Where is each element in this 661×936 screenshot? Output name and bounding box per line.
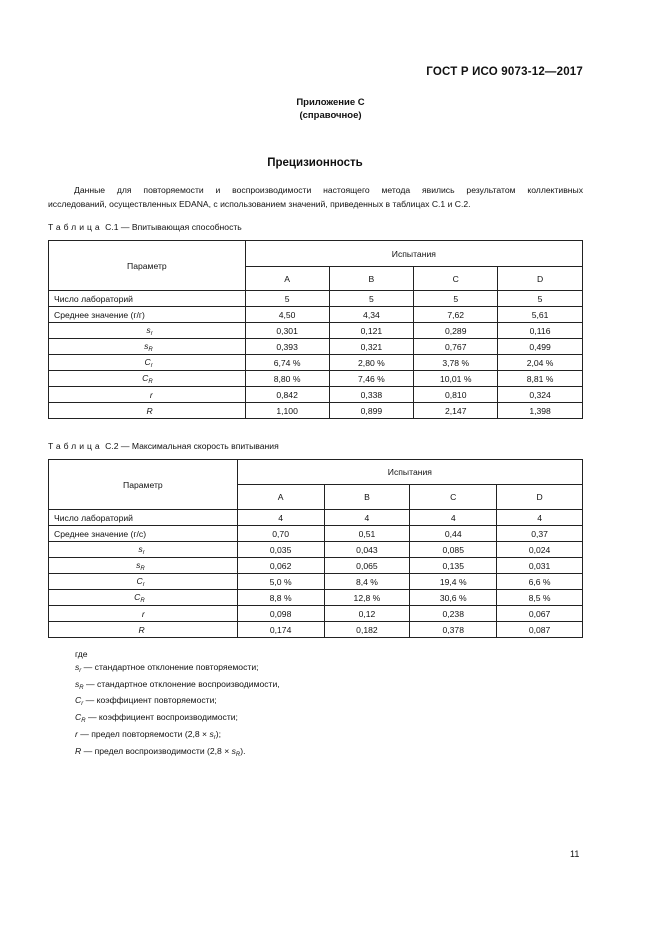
table-row — [49, 558, 583, 574]
table2-caption — [48, 441, 279, 451]
table-row — [49, 542, 583, 558]
table-cell: 8,81 % — [498, 371, 583, 387]
row-symbol — [49, 542, 238, 558]
table-cell: 4,34 — [329, 307, 414, 323]
row-symbol — [49, 574, 238, 590]
row-symbol — [49, 403, 246, 419]
symbol-letter: s — [136, 559, 141, 570]
section-title: Прецизионность — [267, 157, 363, 169]
table-cell: 0,51 — [324, 526, 410, 542]
table-cell: 0,338 — [329, 387, 414, 403]
column-header-c: C — [414, 267, 498, 291]
table-cell: 5,61 — [498, 307, 583, 323]
table-cell: 0,238 — [410, 606, 497, 622]
table-cell: 0,289 — [414, 323, 498, 339]
table-cell: 0,024 — [497, 542, 583, 558]
table-row — [49, 526, 583, 542]
legend-text: — стандартное отклонение воспроизводимости, — [83, 678, 280, 689]
table-row — [49, 307, 583, 323]
table-cell: 8,80 % — [245, 371, 329, 387]
legend-item — [75, 728, 280, 745]
table-row — [49, 510, 583, 526]
row-symbol — [49, 622, 238, 638]
table-cell: 12,8 % — [324, 590, 410, 606]
legend-symbol: C — [75, 695, 82, 706]
table-cell: 0,121 — [329, 323, 414, 339]
table-row — [49, 622, 583, 638]
table-cell: 0,378 — [410, 622, 497, 638]
column-header-c: C — [410, 485, 497, 510]
symbol-letter: s — [146, 324, 151, 335]
column-header-param: Параметр — [49, 460, 238, 510]
table-cell: 8,5 % — [497, 590, 583, 606]
legend-symbol-subscript: R — [79, 684, 84, 691]
column-header-b: B — [329, 267, 414, 291]
column-header-d: D — [498, 267, 583, 291]
symbol-subscript: r — [150, 362, 153, 369]
row-label: Число лабораторий — [49, 510, 238, 526]
legend-intro: где — [75, 649, 88, 659]
table-cell: 5 — [414, 291, 498, 307]
appendix-heading — [0, 96, 661, 122]
symbol-letter: R — [138, 624, 145, 635]
column-header-b: B — [324, 485, 410, 510]
symbol-subscript: r — [150, 330, 153, 337]
table-row — [49, 339, 583, 355]
table-cell: 3,78 % — [414, 355, 498, 371]
table-cell: 0,174 — [237, 622, 324, 638]
row-symbol — [49, 339, 246, 355]
column-header-tests: Испытания — [237, 460, 582, 485]
legend-symbol: C — [75, 712, 82, 723]
legend-formula-subscript: r — [213, 734, 216, 741]
row-symbol — [49, 606, 238, 622]
column-header-d: D — [497, 485, 583, 510]
appendix-title: Приложение С — [296, 97, 365, 108]
table-cell: 4 — [237, 510, 324, 526]
table-cell: 0,810 — [414, 387, 498, 403]
table-cell: 0,767 — [414, 339, 498, 355]
symbol-letter: C — [144, 356, 151, 367]
caption-prefix: Таблица — [48, 222, 103, 232]
symbol-letter: C — [134, 591, 141, 602]
table-cell: 5 — [245, 291, 329, 307]
symbol-letter: R — [146, 405, 153, 416]
row-symbol — [49, 387, 246, 403]
caption-prefix: Таблица — [48, 441, 103, 451]
table1-caption — [48, 222, 242, 232]
row-symbol — [49, 590, 238, 606]
legend-item — [75, 678, 280, 695]
legend-symbol: r — [75, 728, 78, 739]
legend-symbol-subscript: R — [81, 718, 86, 725]
table-cell: 4 — [497, 510, 583, 526]
legend-formula-end: ). — [240, 745, 246, 756]
column-header-tests: Испытания — [245, 241, 582, 267]
intro-line: Данные для повторяемости и воспроизводимости настоящего метода явились результатом коллективных — [74, 185, 583, 195]
symbol-letter: r — [149, 389, 153, 400]
table-cell: 1,398 — [498, 403, 583, 419]
caption-text: С.2 — Максимальная скорость впитывания — [105, 441, 279, 451]
page-number: 11 — [570, 849, 580, 859]
column-header-param: Параметр — [49, 241, 246, 291]
table-row — [49, 590, 583, 606]
appendix-subtitle: (справочное) — [299, 110, 362, 121]
legend-text: — стандартное отклонение повторяемости; — [81, 661, 259, 672]
legend-formula: (2,8 × — [184, 728, 210, 739]
table-cell: 4 — [324, 510, 410, 526]
legend-item — [75, 745, 280, 762]
table-cell: 7,62 — [414, 307, 498, 323]
table-cell: 0,182 — [324, 622, 410, 638]
symbol-subscript: r — [142, 549, 145, 556]
table-cell: 0,324 — [498, 387, 583, 403]
table-cell: 0,087 — [497, 622, 583, 638]
legend-formula-symbol: s — [231, 745, 236, 756]
row-symbol — [49, 323, 246, 339]
table-cell: 0,301 — [245, 323, 329, 339]
table-cell: 19,4 % — [410, 574, 497, 590]
legend-text: — коэффициент повторяемости; — [83, 695, 217, 706]
row-label: Число лабораторий — [49, 291, 246, 307]
table-cell: 2,80 % — [329, 355, 414, 371]
symbol-letter: s — [138, 543, 143, 554]
table-row — [49, 371, 583, 387]
table-cell: 0,116 — [498, 323, 583, 339]
table-row — [49, 323, 583, 339]
table-c2 — [48, 459, 583, 638]
table-cell: 0,842 — [245, 387, 329, 403]
symbol-subscript: R — [148, 346, 153, 353]
legend-text: — предел повторяемости — [77, 728, 185, 739]
row-label: Среднее значение (г/г) — [49, 307, 246, 323]
legend-symbol: R — [75, 745, 82, 756]
table-cell: 8,4 % — [324, 574, 410, 590]
table-row — [49, 606, 583, 622]
table-cell: 0,035 — [237, 542, 324, 558]
symbol-letter: r — [141, 608, 145, 619]
symbol-legend — [75, 648, 280, 762]
row-symbol — [49, 558, 238, 574]
legend-formula-subscript: R — [235, 751, 241, 758]
legend-formula-symbol: s — [209, 728, 214, 739]
table-cell: 2,04 % — [498, 355, 583, 371]
caption-text: С.1 — Впитывающая способность — [105, 222, 242, 232]
table-cell: 0,043 — [324, 542, 410, 558]
table-cell: 6,6 % — [497, 574, 583, 590]
table-cell: 0,085 — [410, 542, 497, 558]
table-cell: 0,067 — [497, 606, 583, 622]
legend-formula-end: ); — [215, 728, 221, 739]
table-cell: 0,065 — [324, 558, 410, 574]
intro-paragraph — [48, 183, 583, 211]
symbol-subscript: R — [148, 378, 153, 385]
table-row — [49, 574, 583, 590]
table-cell: 8,8 % — [237, 590, 324, 606]
legend-symbol: s — [75, 661, 80, 672]
row-label: Среднее значение (г/с) — [49, 526, 238, 542]
legend-text: — коэффициент воспроизводимости; — [85, 712, 238, 723]
table-row — [49, 291, 583, 307]
table-cell: 0,062 — [237, 558, 324, 574]
column-header-a: A — [237, 485, 324, 510]
table-cell: 10,01 % — [414, 371, 498, 387]
table-cell: 0,44 — [410, 526, 497, 542]
table-cell: 5,0 % — [237, 574, 324, 590]
table-cell: 4 — [410, 510, 497, 526]
table-c1 — [48, 240, 583, 419]
row-symbol — [49, 355, 246, 371]
document-code: ГОСТ Р ИСО 9073-12—2017 — [426, 66, 583, 78]
table-cell: 0,393 — [245, 339, 329, 355]
table-cell: 4,50 — [245, 307, 329, 323]
symbol-letter: s — [144, 340, 149, 351]
legend-item — [75, 661, 280, 678]
table-cell: 30,6 % — [410, 590, 497, 606]
table-cell: 7,46 % — [329, 371, 414, 387]
symbol-letter: C — [142, 372, 149, 383]
legend-text: — предел воспроизводимости — [81, 745, 208, 756]
table-cell: 1,100 — [245, 403, 329, 419]
table-cell: 0,499 — [498, 339, 583, 355]
table-cell: 5 — [498, 291, 583, 307]
table-row — [49, 387, 583, 403]
table-cell: 0,321 — [329, 339, 414, 355]
column-header-a: A — [245, 267, 329, 291]
legend-symbol: s — [75, 678, 80, 689]
legend-symbol-subscript: r — [81, 701, 84, 708]
legend-symbol-subscript: r — [79, 667, 82, 674]
symbol-letter: C — [136, 575, 143, 586]
table-cell: 0,098 — [237, 606, 324, 622]
table-cell: 0,70 — [237, 526, 324, 542]
legend-formula: (2,8 × — [207, 745, 232, 756]
table-cell: 0,37 — [497, 526, 583, 542]
table-row — [49, 355, 583, 371]
row-symbol — [49, 371, 246, 387]
legend-item — [75, 711, 280, 728]
symbol-subscript: r — [142, 581, 145, 588]
intro-line: исследований, осуществленных EDANA, с использованием значений, приведенных в таблицах С.1 и С.2. — [48, 199, 471, 209]
table-cell: 2,147 — [414, 403, 498, 419]
table-cell: 0,135 — [410, 558, 497, 574]
table-cell: 0,12 — [324, 606, 410, 622]
table-cell: 6,74 % — [245, 355, 329, 371]
table-cell: 5 — [329, 291, 414, 307]
legend-item — [75, 694, 280, 711]
table-cell: 0,899 — [329, 403, 414, 419]
table-row — [49, 403, 583, 419]
table-cell: 0,031 — [497, 558, 583, 574]
symbol-subscript: R — [140, 597, 145, 604]
symbol-subscript: R — [140, 565, 145, 572]
